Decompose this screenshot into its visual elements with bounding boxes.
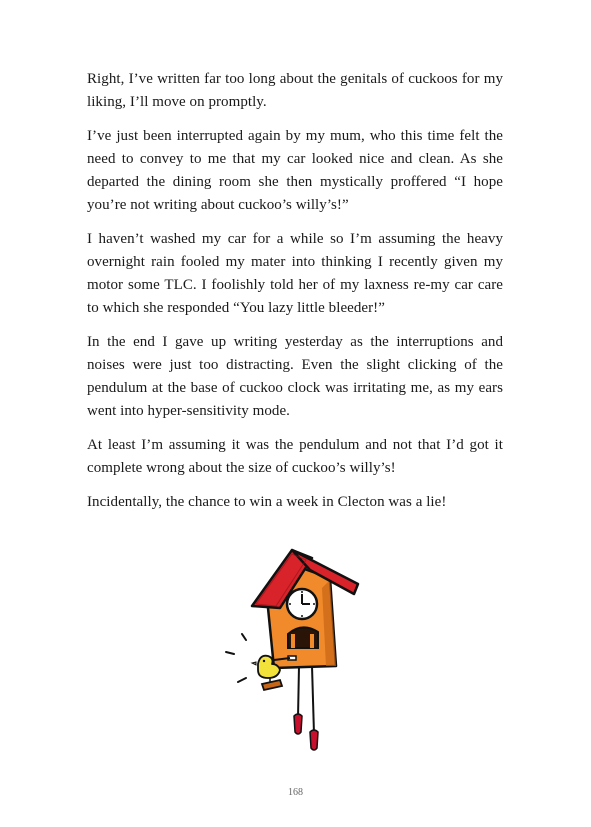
paragraph: Right, I’ve written far too long about the genitals of cuckoos for my liking, I’ll move on promptly. bbox=[87, 71, 503, 110]
paragraph: I’ve just been interrupted again by my mum, who this time felt the need to convey to me that my car looked nice and clean. As she departed the dining room she then mystically proffered “I hope you’re not writing about cuckoo’s willy’s!” bbox=[87, 128, 503, 213]
clock-chain bbox=[312, 666, 314, 734]
paragraph: Incidentally, the chance to win a week in Clecton was a lie! bbox=[87, 494, 447, 510]
clock-weight bbox=[310, 730, 318, 750]
paragraph: At least I’m assuming it was the pendulum and not that I’d got it complete wrong about the size of cuckoo’s willy’s! bbox=[87, 437, 503, 476]
cuckoo-clock-icon bbox=[222, 548, 368, 758]
body-text bbox=[87, 68, 503, 525]
paragraph: I haven’t washed my car for a while so I’m assuming the heavy overnight rain fooled my mater into thinking I recently given my motor some TLC. I foolishly told her of my laxness re-my car care to which she responded “You lazy little bleeder!” bbox=[87, 231, 503, 316]
page-number: 168 bbox=[288, 787, 303, 798]
clock-weight bbox=[294, 714, 302, 734]
clock-chain bbox=[298, 666, 299, 718]
paragraph: In the end I gave up writing yesterday as the interruptions and noises were just too distracting. Even the slight clicking of the pendulum at the base of cuckoo clock was irritating me, as my ears went into hyper-sensitivity mode. bbox=[87, 334, 503, 419]
